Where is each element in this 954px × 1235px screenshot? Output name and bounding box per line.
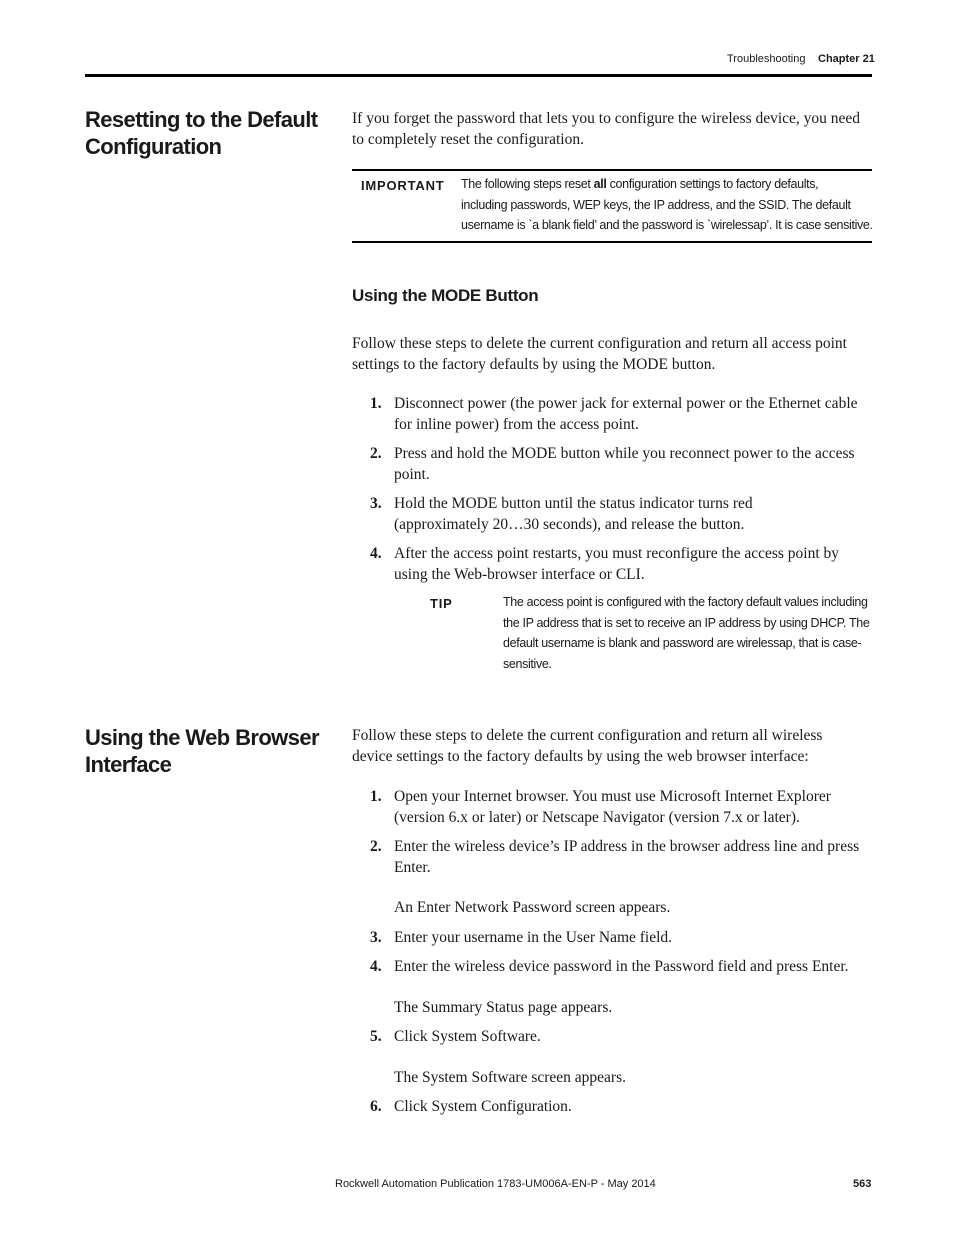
text-line: default username is blank and password are wirelessap, that is case- [503,636,862,650]
web-step-2-result: An Enter Network Password screen appears. [394,899,671,916]
text-line: Click System Software. [394,1028,541,1045]
header-rule [85,74,872,77]
web-step-4-result: The Summary Status page appears. [394,999,613,1016]
step-text [394,443,872,485]
text-line: point. [394,466,430,483]
tip-label: TIP [430,596,453,611]
important-box-bottom-rule [352,241,872,243]
important-text [461,174,873,236]
step-number: 6. [370,1098,382,1115]
text-line: (version 6.x or later) or Netscape Navigator (version 7.x or later). [394,809,800,826]
step-text [394,836,872,878]
step-number: 5. [370,1028,382,1045]
mode-button-intro [352,333,872,375]
text-line: using the Web-browser interface or CLI. [394,566,645,583]
text-line: device settings to the factory defaults by using the web browser interface: [352,748,809,765]
step-text [394,927,872,948]
step-number: 2. [370,838,382,855]
text-line: settings to the factory defaults by using the MODE button. [352,356,716,373]
step-number: 4. [370,545,382,562]
step-text [394,393,872,435]
step-number: 1. [370,788,382,805]
section2-intro [352,725,872,767]
text-line: After the access point restarts, you must reconfigure the access point by [394,545,840,562]
text-span: configuration settings to factory defaults, [606,177,819,191]
text-line: Open your Internet browser. You must use Microsoft Internet Explorer [394,788,831,805]
important-label: IMPORTANT [361,178,445,193]
heading-line: Interface [85,752,172,777]
text-line: Enter your username in the User Name field. [394,929,673,946]
text-line: sensitive. [503,656,552,671]
step-number: 2. [370,445,382,462]
running-header-chapter: Chapter 21 [818,53,875,65]
step-text [394,956,872,977]
heading-line: Configuration [85,134,222,159]
step-text [394,493,872,535]
text-line: Press and hold the MODE button while you reconnect power to the access [394,445,855,462]
text-line: Disconnect power (the power jack for external power or the Ethernet cable [394,395,858,412]
text-line: Enter the wireless device’s IP address in the browser address line and press [394,838,860,855]
step-text [394,1096,872,1117]
emphasis-all: all [593,177,607,191]
web-step-5-result: The System Software screen appears. [394,1069,626,1086]
text-line: the IP address that is set to receive an IP address by using DHCP. The [503,615,870,630]
page-number: 563 [853,1178,872,1190]
heading-line: Resetting to the Default [85,107,318,132]
step-text [394,543,872,585]
section1-intro [352,108,872,150]
running-header-section: Troubleshooting [727,53,806,65]
text-line [461,174,873,195]
text-line: Follow these steps to delete the current configuration and return all access point [352,335,847,352]
text-line: to completely reset the configuration. [352,131,584,148]
step-text [394,786,872,828]
text-line: Enter. [394,859,431,876]
subsection-heading-mode-button: Using the MODE Button [352,286,539,305]
section-heading-web-browser [85,724,325,778]
text-line: for inline power) from the access point. [394,416,639,433]
text-line: The access point is configured with the factory default values including [503,595,868,609]
text-line: Follow these steps to delete the current configuration and return all wireless [352,727,823,744]
text-line: including passwords, WEP keys, the IP address, and the SSID. The default [461,197,851,212]
section-heading-reset-default [85,106,325,160]
text-line: Enter the wireless device password in the Password field and press Enter. [394,958,849,975]
step-text [394,1026,872,1047]
text-line: username is `a blank field’ and the password is `wirelessap’. It is case sensitive. [461,218,873,232]
step-number: 4. [370,958,382,975]
heading-line: Using the Web Browser [85,725,319,750]
step-number: 3. [370,495,382,512]
text-line: (approximately 20…30 seconds), and release the button. [394,516,745,533]
tip-text [503,592,873,674]
important-box-top-rule [352,169,872,171]
text-line: Click System Configuration. [394,1098,572,1115]
text-line: If you forget the password that lets you to configure the wireless device, you need [352,110,861,127]
footer-publication: Rockwell Automation Publication 1783-UM006A-EN-P - May 2014 [335,1178,656,1190]
text-span: The following steps reset [461,177,594,191]
text-line: Hold the MODE button until the status indicator turns red [394,495,753,512]
step-number: 3. [370,929,382,946]
step-number: 1. [370,395,382,412]
